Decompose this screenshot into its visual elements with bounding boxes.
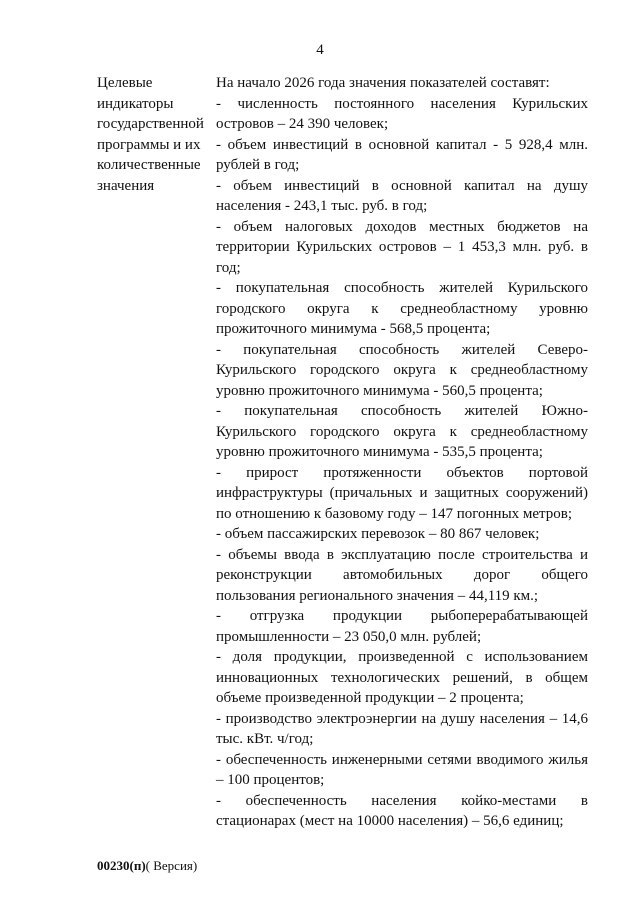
indicator-item: - объемы ввода в эксплуатацию после строительства и реконструкции автомобильных дорог общего пользования регионального значения – 44,119 км.;	[216, 546, 588, 604]
label-line: государственной	[97, 116, 204, 132]
indicator-item: - покупательная способность жителей Северо-Курильского городского округа к среднеобластному уровню прожиточного минимума - 560,5 процента;	[216, 341, 588, 399]
indicator-item: - покупательная способность жителей Южно-Курильского городского округа к среднеобластному уровню прожиточного минимума - 535,5 процента;	[216, 403, 588, 460]
label-line: индикаторы	[97, 95, 174, 112]
label-line: количественные	[97, 157, 201, 173]
indicator-values-column	[216, 73, 588, 832]
indicator-item: - объем инвестиций в основной капитал на душу населения - 243,1 тыс. руб. в год;	[216, 177, 588, 214]
label-line: программы и их	[97, 136, 201, 153]
indicator-item: - объем инвестиций в основной капитал - 5 928,4 млн. рублей в год;	[216, 136, 588, 173]
footer-version: ( Версия)	[145, 858, 198, 873]
indicator-item: - обеспеченность инженерными сетями вводимого жилья – 100 процентов;	[216, 751, 588, 788]
indicator-item: - покупательная способность жителей Курильского городского округа к среднеобластному уровню прожиточного минимума - 568,5 процента;	[216, 280, 588, 337]
indicator-item: - прирост протяженности объектов портовой инфраструктуры (причальных и защитных сооружений) по отношению к базовому году – 147 погонных метров;	[216, 464, 588, 522]
indicator-item: - отгрузка продукции рыбоперерабатывающей промышленности – 23 050,0 млн. рублей;	[216, 608, 588, 645]
intro-text: На начало 2026 года значения показателей составят:	[216, 75, 550, 91]
indicator-item: - производство электроэнергии на душу населения – 14,6 тыс. кВт. ч/год;	[216, 710, 588, 747]
indicator-item: - численность постоянного населения Курильских островов – 24 390 человек;	[216, 95, 588, 132]
indicator-item: - объем пассажирских перевозок – 80 867 человек;	[216, 526, 540, 542]
indicator-item: - объем налоговых доходов местных бюджетов на территории Курильских островов – 1 453,3 млн. руб. в год;	[216, 218, 588, 276]
footer-code: 00230(п)	[97, 858, 146, 873]
indicator-label-column	[97, 73, 212, 196]
footer-document-code	[97, 858, 197, 874]
indicator-item: - доля продукции, произведенной с использованием инновационных технологических решений, в общем объеме произведенной продукции – 2 процента;	[216, 649, 588, 706]
label-line: значения	[97, 177, 155, 194]
indicator-item: - обеспеченность населения койко-местами в стационарах (мест на 10000 населения) – 56,6 единиц;	[216, 792, 588, 829]
label-line: Целевые	[97, 75, 153, 91]
page-number: 4	[316, 42, 324, 58]
